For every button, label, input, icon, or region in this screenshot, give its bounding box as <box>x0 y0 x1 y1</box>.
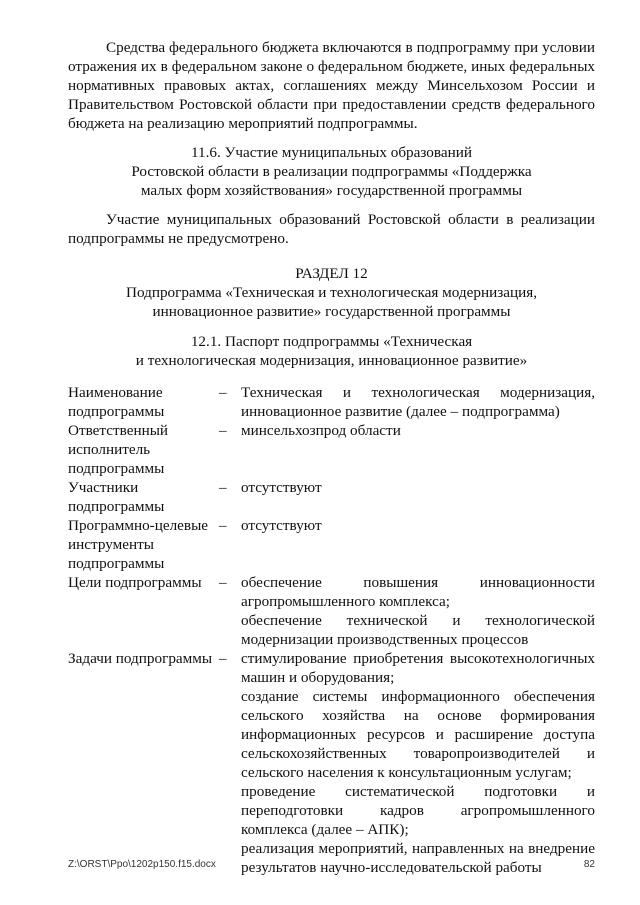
passport-label: Программно-целевые инструменты подпрограммы <box>68 517 209 572</box>
passport-dash: – <box>219 650 227 667</box>
passport-value <box>241 478 595 516</box>
heading-12-1 <box>68 332 595 370</box>
heading-12-1-line1: 12.1. Паспорт подпрограммы «Техническая <box>190 333 473 350</box>
passport-row-instruments <box>68 516 595 573</box>
passport-value-item: Техническая и технологическая модернизация, инновационное развитие (далее – подпрограмма) <box>241 384 595 420</box>
passport-value-item: обеспечение технической и технологической модернизации производственных процессов <box>241 612 595 648</box>
passport-value-item: минсельхозпрод области <box>241 422 401 439</box>
passport-row-goals <box>68 573 595 649</box>
passport-row-tasks <box>68 649 595 877</box>
page-footer <box>68 855 595 874</box>
footer-file-path: Z:\ORST\Ppo\1202p150.f15.docx <box>68 859 216 870</box>
passport-dash: – <box>219 574 227 591</box>
heading-11-6 <box>68 143 595 200</box>
heading-12-1-line2: и технологическая модернизация, инновационное развитие» <box>135 352 528 369</box>
heading-11-6-line3: малых форм хозяйствования» государственной программы <box>140 182 523 199</box>
passport-label: Наименование подпрограммы <box>68 384 165 420</box>
passport-value <box>241 516 595 573</box>
passport-table <box>68 383 595 877</box>
passport-value-item: проведение систематической подготовки и переподготовки кадров агропромышленного комплекса (далее – АПК); <box>241 783 595 838</box>
passport-row-responsible <box>68 421 595 478</box>
paragraph-municipal-participation: Участие муниципальных образований Ростовской области в реализации подпрограммы не предусмотрено. <box>68 211 595 247</box>
passport-value-item: отсутствуют <box>241 517 322 534</box>
passport-value-item: создание системы информационного обеспечения сельского хозяйства на основе формирования информационных ресурсов и расширение доступа сельскохозяйственных товаропроизводителей и сельского населения к консультационным услугам; <box>241 688 595 781</box>
passport-dash: – <box>219 517 227 534</box>
page-number: 82 <box>583 859 595 870</box>
passport-value-item: стимулирование приобретения высокотехнологичных машин и оборудования; <box>241 650 595 686</box>
passport-dash: – <box>219 422 227 439</box>
passport-label: Участники подпрограммы <box>68 479 165 515</box>
passport-label: Ответственный исполнитель подпрограммы <box>68 422 169 477</box>
passport-value <box>241 649 595 877</box>
passport-value-item: реализация мероприятий, направленных на внедрение результатов научно-исследовательской работы <box>241 840 595 876</box>
passport-value <box>241 573 595 649</box>
heading-11-6-line2: Ростовской области в реализации подпрограммы «Поддержка <box>131 163 532 180</box>
section-12-line1: Подпрограмма «Техническая и технологическая модернизация, <box>125 284 538 301</box>
passport-row-participants <box>68 478 595 516</box>
paragraph-federal-budget: Средства федерального бюджета включаются в подпрограмму при условии отражения их в федеральном законе о федеральном бюджете, иных федеральных нормативных правовых актах, соглашениях между Минсельхозом России и Правительством Ростовской области при предоставлении средств федерального бюджета на реализацию мероприятий подпрограммы. <box>68 39 595 132</box>
passport-value <box>241 421 595 478</box>
passport-value-item: отсутствуют <box>241 479 322 496</box>
passport-dash: – <box>219 384 227 401</box>
passport-label: Задачи подпрограммы <box>68 650 213 667</box>
passport-label: Цели подпрограммы <box>68 574 202 591</box>
heading-11-6-line1: 11.6. Участие муниципальных образований <box>191 144 472 161</box>
passport-dash: – <box>219 479 227 496</box>
passport-value <box>241 383 595 421</box>
section-12-heading <box>68 264 595 321</box>
section-12-title: РАЗДЕЛ 12 <box>295 265 368 282</box>
passport-value-item: обеспечение повышения инновационности агропромышленного комплекса; <box>241 574 595 610</box>
passport-row-name <box>68 383 595 421</box>
section-12-line2: инновационное развитие» государственной программы <box>152 303 511 320</box>
